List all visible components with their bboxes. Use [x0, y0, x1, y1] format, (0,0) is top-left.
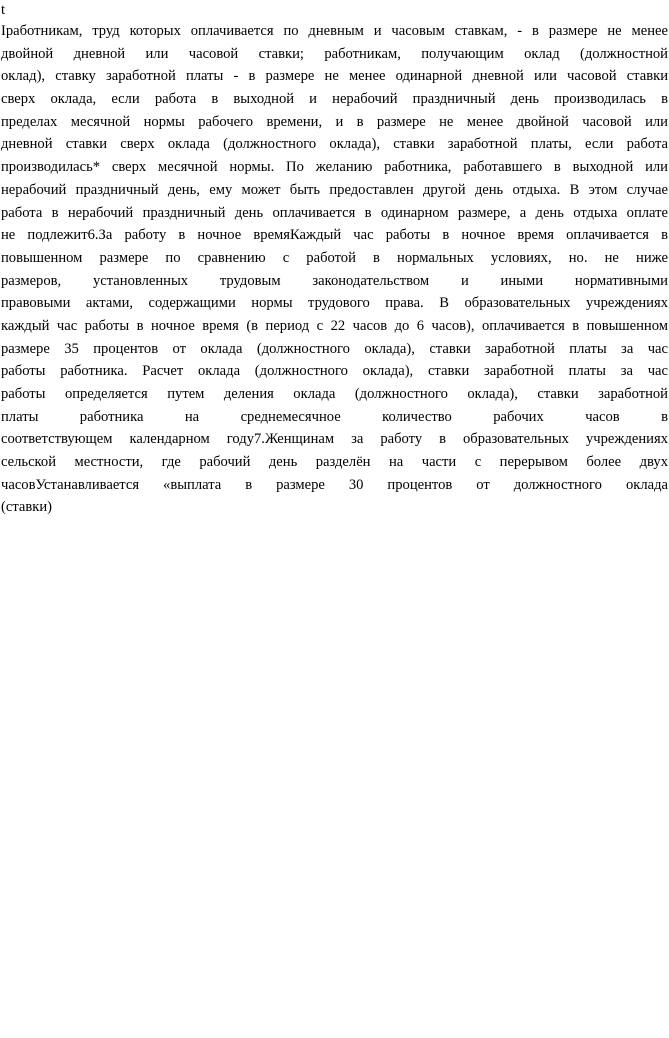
text-line: сверх оклада, если работа в выходной и нерабочий праздничный день производилась в — [1, 91, 668, 108]
text-line: Iработникам, труд которых оплачивается по дневным и часовым ставкам, - в размере не менее — [1, 23, 668, 39]
text-line: работы определяется путем деления оклада (должностного оклада), ставки заработной — [1, 386, 668, 402]
text-line: не подлежит6.За работу в ночное времяКаждый час работы в ночное время оплачивается в — [1, 227, 668, 244]
text-line: нерабочий праздничный день, ему может быть предоставлен другой день отдыха. В этом случае — [1, 181, 668, 198]
text-line: работа в нерабочий праздничный день оплачивается в одинарном размере, а день отдыха оплате — [1, 204, 668, 221]
document-body — [1, 20, 668, 519]
text-line: производилась* сверх месячной нормы. По желанию работника, работавшего в выходной или — [1, 159, 668, 176]
text-line: соответствующем календарном году7.Женщинам за работу в образовательных учреждениях — [1, 431, 668, 448]
text-line: работы работника. Расчет оклада (должностного оклада), ставки заработной платы за час — [1, 363, 668, 380]
text-line: размеров, установленных трудовым законодательством и иными нормативными — [1, 272, 668, 289]
text-line: пределах месячной нормы рабочего времени, и в размере не менее двойной часовой или — [1, 113, 668, 130]
page-marker: t — [1, 2, 6, 18]
text-line: сельской местности, где рабочий день разделён на части с перерывом более двух — [1, 454, 668, 471]
text-line: оклад), ставку заработной платы - в размере не менее одинарной дневной или часовой ставки — [1, 68, 668, 85]
text-line: часовУстанавливается «выплата в размере 30 процентов от должностного оклада — [1, 476, 668, 493]
text-line: (ставки) — [1, 499, 53, 516]
text-line: каждый час работы в ночное время (в период с 22 часов до 6 часов), оплачивается в повышенном — [1, 317, 668, 334]
text-line: правовыми актами, содержащими нормы трудового права. В образовательных учреждениях — [1, 295, 668, 312]
text-line: дневной ставки сверх оклада (должностного оклада), ставки заработной платы, если работа — [1, 136, 668, 153]
text-line: двойной дневной или часовой ставки; работникам, получающим оклад (должностной — [1, 45, 668, 62]
text-line: повышенном размере по сравнению с работой в нормальных условиях, но. не ниже — [1, 249, 668, 266]
text-line: размере 35 процентов от оклада (должностного оклада), ставки заработной платы за час — [1, 340, 668, 357]
text-line: платы работника на среднемесячное количество рабочих часов в — [1, 408, 668, 425]
